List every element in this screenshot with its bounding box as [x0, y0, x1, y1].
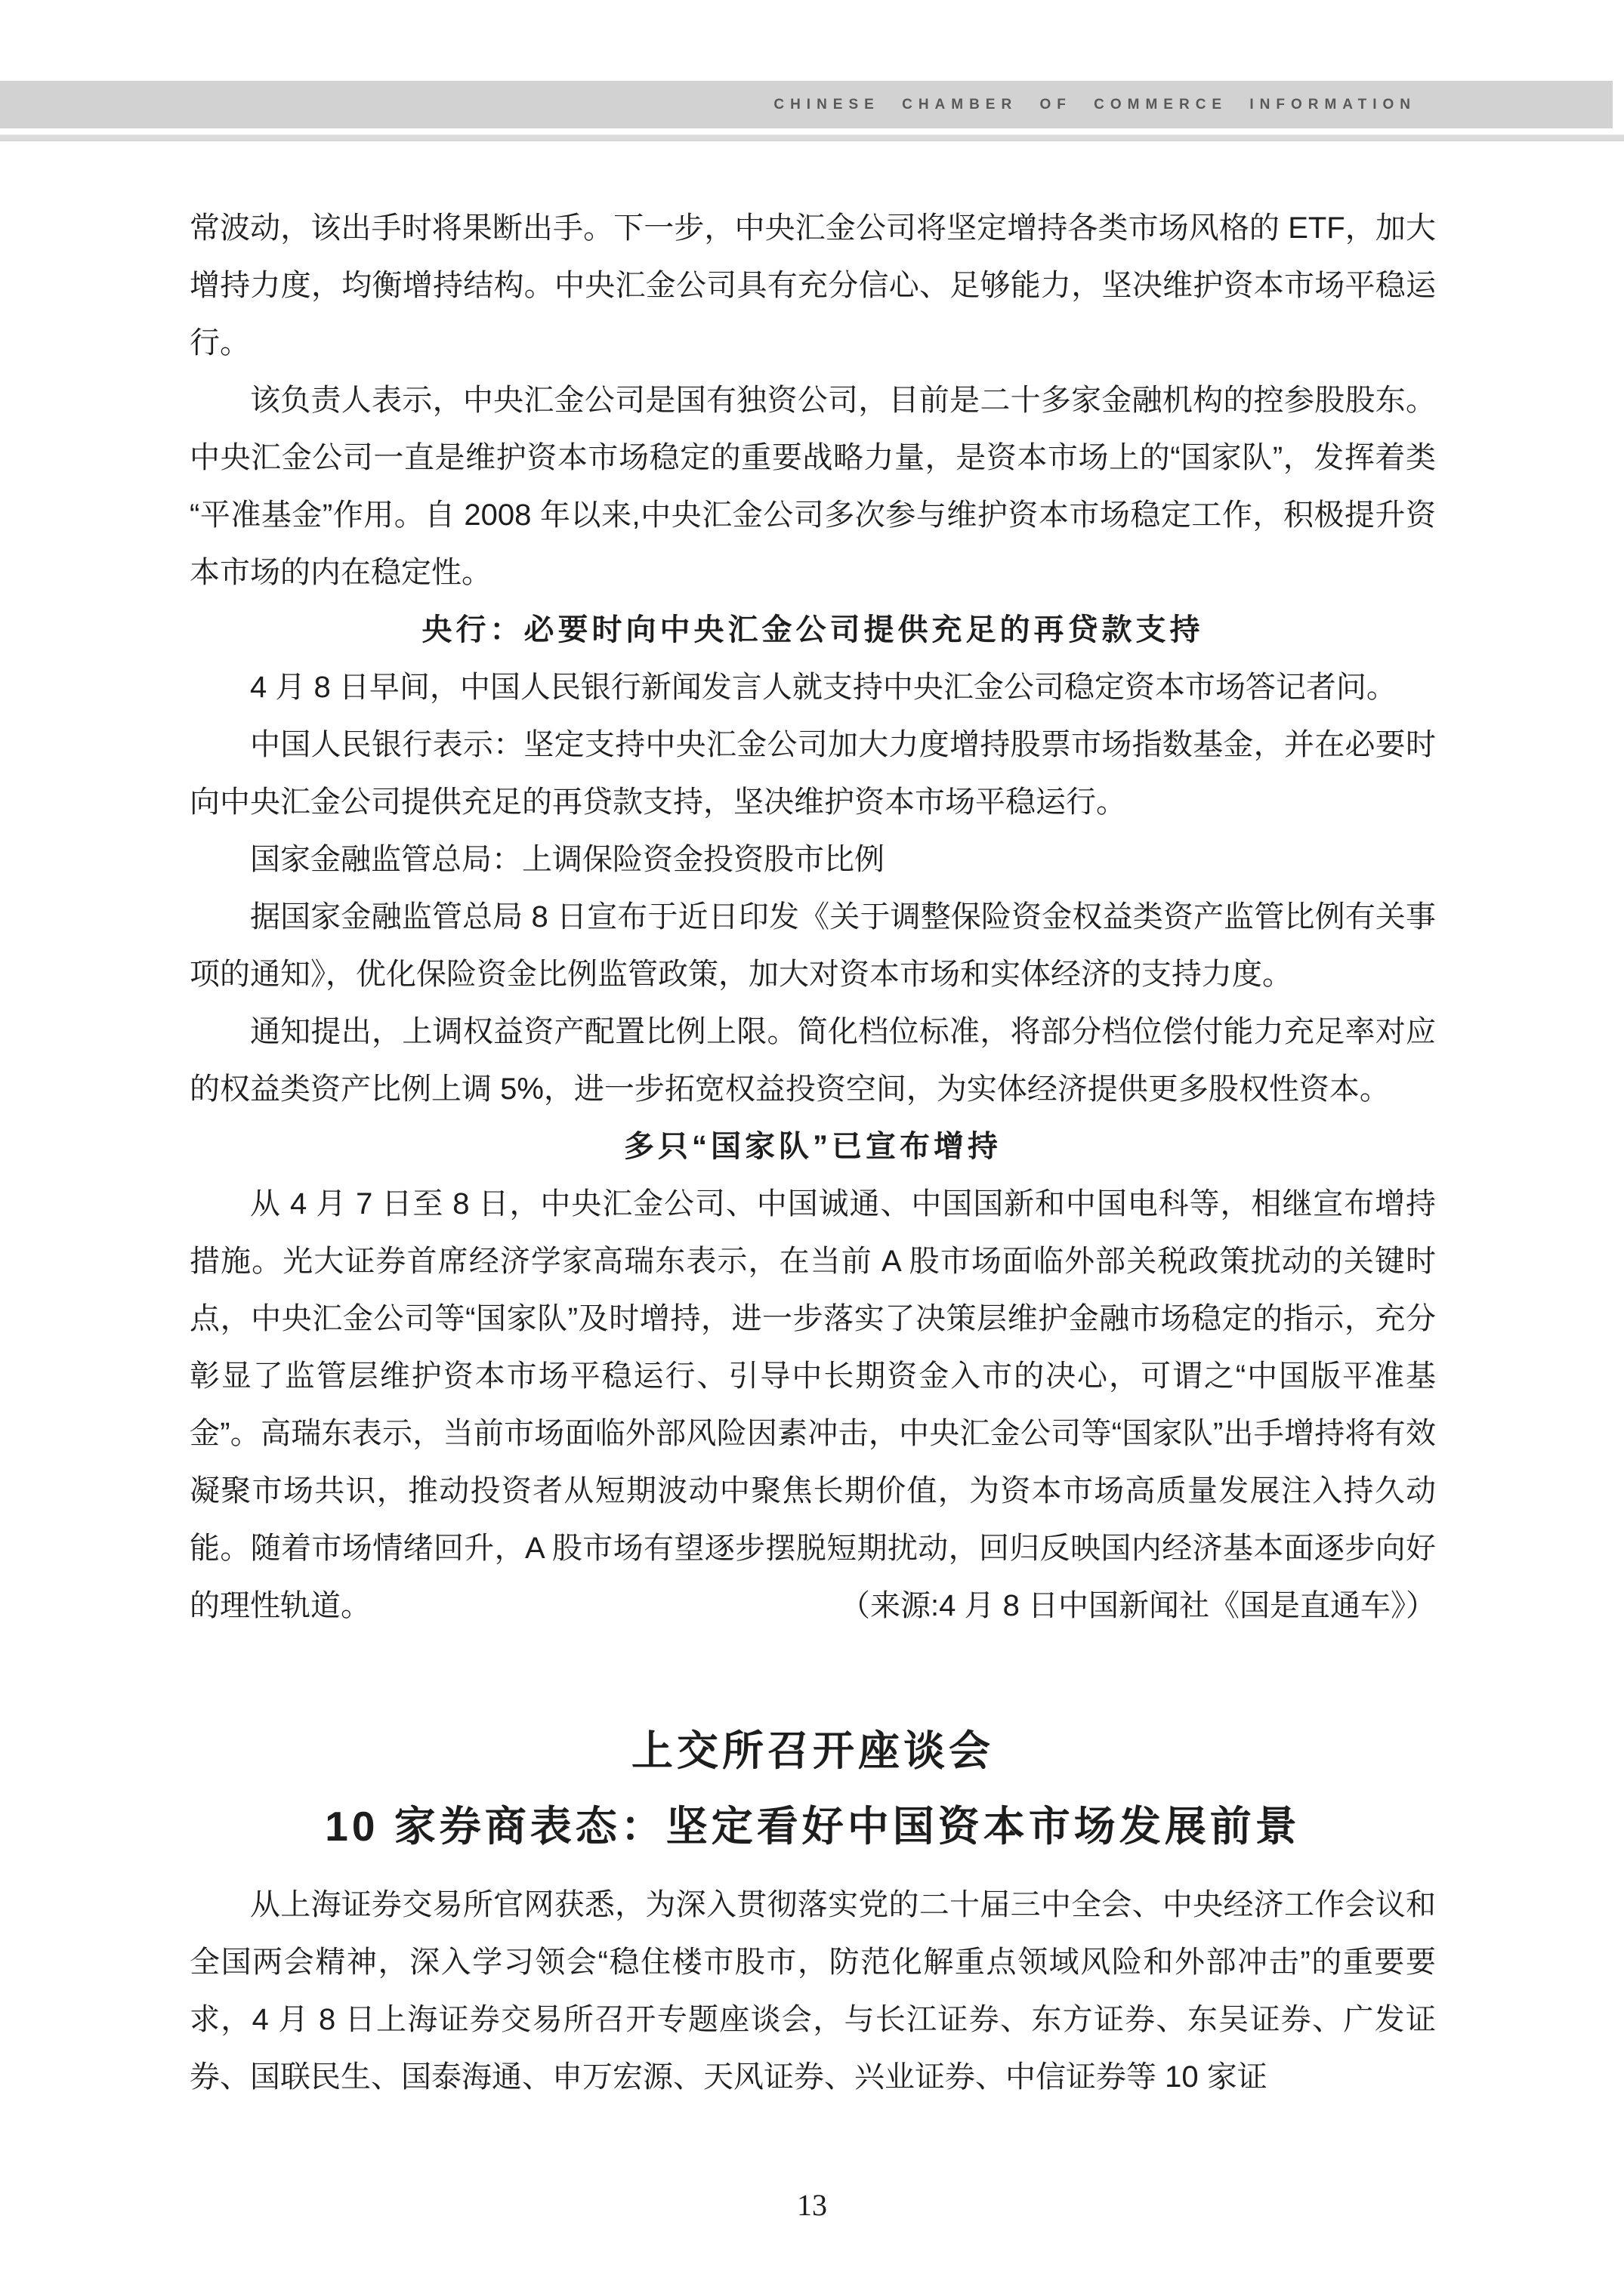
paragraph-nfra-notice: 据国家金融监管总局 8 日宣布于近日印发《关于调整保险资金权益类资产监管比例有关事项的通知》，优化保险资金比例监管政策，加大对资本市场和实体经济的支持力度。 [190, 900, 1436, 991]
header-banner [0, 81, 1613, 128]
paragraph-notice-detail: 通知提出，上调权益资产配置比例上限。简化档位标准，将部分档位偿付能力充足率对应的权益类资产比例上调 5%，进一步拓宽权益投资空间，为实体经济提供更多股权性资本。 [190, 1015, 1436, 1106]
page-number: 13 [797, 2188, 827, 2222]
paragraph-pboc-qa: 4 月 8 日早间，中国人民银行新闻发言人就支持中央汇金公司稳定资本市场答记者问。 [250, 671, 1397, 704]
paragraph-sse-intro: 从上海证券交易所官网获悉，为深入贯彻落实党的二十届三中全会、中央经济工作会议和全国两会精神，深入学习领会“稳住楼市股市，防范化解重点领域风险和外部冲击”的重要要求，4 月 8 日上海证券交易所召开专题座谈会，与长江证券、东方证券、东吴证券、广发证券、国联民生、国泰海通、申万宏源、天风证券、兴业证券、中信证券等 10 家证 [190, 1888, 1436, 2094]
paragraph-national-team [190, 1175, 1436, 1634]
section-heading-pboc: 央行：必要时向中央汇金公司提供充足的再贷款支持 [421, 613, 1204, 647]
header-divider [0, 134, 1624, 141]
banner-title: CHINESE CHAMBER OF COMMERCE INFORMATION [773, 97, 1416, 113]
source-attribution: （来源:4 月 8 日中国新闻社《国是直通车》） [840, 1589, 1436, 1622]
document-body [190, 199, 1436, 2106]
article-title-line2: 10 家券商表态：坚定看好中国资本市场发展前景 [325, 1803, 1301, 1850]
section-heading-national-team: 多只“国家队”已宣布增持 [624, 1130, 1002, 1163]
paragraph-text: 从 4 月 7 日至 8 日，中央汇金公司、中国诚通、中国国新和中国电科等，相继宣布增持措施。光大证券首席经济学家高瑞东表示，在当前 A 股市场面临外部关税政策扰动的关键时点，中央汇金公司等“国家队”及时增持，进一步落实了决策层维护金融市场稳定的指示，充分彰显了监管层维护资本市场平稳运行、引导中长期资金入市的决心，可谓之“中国版平准基金”。高瑞东表示，当前市场面临外部风险因素冲击，中央汇金公司等“国家队”出手增持将有效凝聚市场共识，推动投资者从短期波动中聚焦长期价值，为资本市场高质量发展注入持久动能。随着市场情绪回升，A 股市场有望逐步摆脱短期扰动，回归反映国内经济基本面逐步向好的理性轨道。 [190, 1187, 1436, 1622]
paragraph-huijin-owner: 该负责人表示，中央汇金公司是国有独资公司，目前是二十多家金融机构的控参股股东。中央汇金公司一直是维护资本市场稳定的重要战略力量，是资本市场上的“国家队”，发挥着类“平准基金”作用。自 2008 年以来,中央汇金公司多次参与维护资本市场稳定工作，积极提升资本市场的内在稳定性。 [190, 384, 1436, 589]
paragraph-nfra-title: 国家金融监管总局：上调保险资金投资股市比例 [250, 843, 885, 876]
article-title-line1: 上交所召开座谈会 [631, 1727, 994, 1774]
paragraph-pboc-support: 中国人民银行表示：坚定支持中央汇金公司加大力度增持股票市场指数基金，并在必要时向中央汇金公司提供充足的再贷款支持，坚决维护资本市场平稳运行。 [190, 728, 1436, 819]
paragraph-continued: 常波动，该出手时将果断出手。下一步，中央汇金公司将坚定增持各类市场风格的 ETF，加大增持力度，均衡增持结构。中央汇金公司具有充分信心、足够能力，坚决维护资本市场平稳运行。 [190, 211, 1436, 360]
article-title [190, 1713, 1436, 1864]
